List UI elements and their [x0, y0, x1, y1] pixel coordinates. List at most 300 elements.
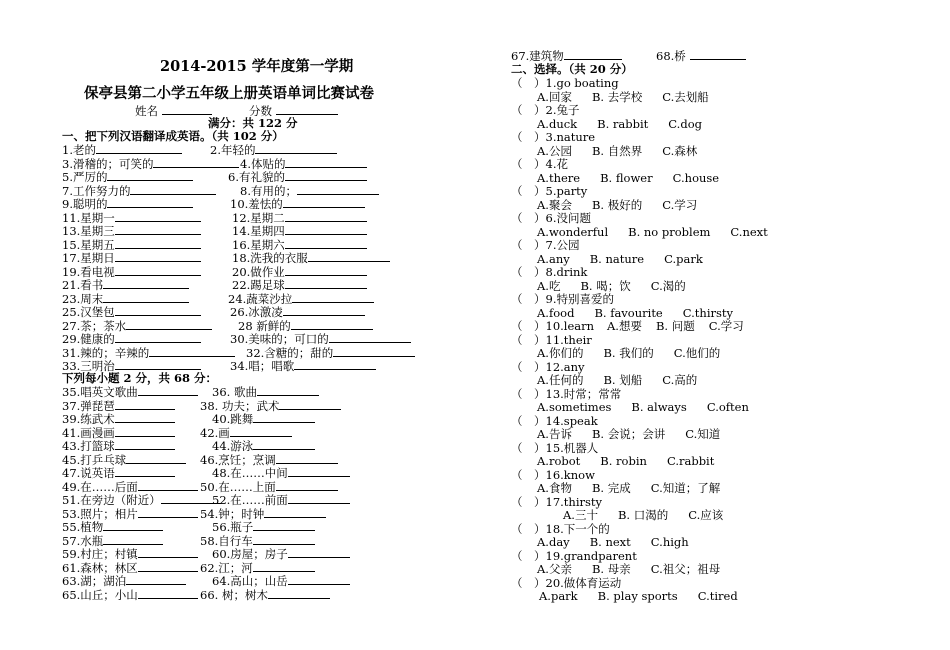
answer-blank[interactable] — [329, 332, 411, 343]
answer-blank[interactable] — [283, 305, 365, 316]
choice-question-text: 11.their — [545, 332, 592, 347]
answer-blank[interactable] — [690, 49, 746, 60]
answer-parentheses: （ ） — [511, 184, 546, 198]
question-item — [62, 265, 201, 279]
answer-blank[interactable] — [253, 520, 315, 531]
answer-blank[interactable] — [253, 412, 315, 423]
choice-option-a[interactable]: A.告诉 — [537, 427, 572, 441]
question-item — [240, 184, 379, 198]
question-item — [200, 588, 330, 602]
choice-option-c[interactable]: C.渴的 — [650, 278, 686, 293]
answer-parentheses: （ ） — [511, 494, 546, 509]
question-label: 49.在……后面 — [62, 479, 138, 494]
question-item — [230, 197, 365, 211]
choice-option-b[interactable]: B. 极好的 — [591, 197, 643, 212]
question-item — [200, 480, 338, 494]
choice-option-a[interactable]: A.食物 — [537, 481, 572, 495]
name-label: 姓名 — [135, 104, 158, 118]
answer-blank[interactable] — [115, 211, 201, 222]
question-item — [62, 534, 163, 548]
question-item — [62, 170, 193, 184]
question-label: 19.看电视 — [62, 264, 115, 279]
section3-heading: 二、选择。（共 20 分） — [511, 62, 633, 76]
answer-blank[interactable] — [264, 507, 326, 518]
question-item — [228, 170, 367, 184]
choice-option-c[interactable]: C.祖父；祖母 — [650, 562, 721, 576]
answer-blank[interactable] — [308, 251, 390, 262]
answer-blank[interactable] — [276, 480, 338, 491]
choice-option-b[interactable]: B. 我们的 — [603, 346, 654, 360]
choice-options — [537, 172, 739, 185]
choice-options — [537, 199, 717, 212]
answer-blank[interactable] — [285, 265, 367, 276]
question-item — [212, 520, 315, 534]
question-item — [210, 143, 337, 157]
answer-parentheses: （ ） — [511, 413, 546, 428]
choice-question — [511, 361, 585, 374]
question-label: 55.植物 — [62, 520, 104, 534]
choice-option-b[interactable]: B. play sports — [597, 589, 678, 603]
answer-blank[interactable] — [285, 278, 367, 289]
section2-heading: 下列每小题 2 分，共 68 分： — [62, 371, 218, 385]
answer-blank[interactable] — [268, 588, 330, 599]
answer-parentheses: （ ） — [511, 292, 546, 306]
choice-question — [511, 334, 592, 347]
choice-question — [511, 104, 579, 117]
question-item — [200, 561, 315, 575]
answer-parentheses: （ ） — [511, 103, 546, 117]
choice-option-c[interactable]: C.often — [706, 400, 749, 414]
question-label: 1.老的 — [62, 143, 96, 157]
answer-blank[interactable] — [138, 588, 198, 599]
choice-option-a[interactable]: A.父亲 — [537, 562, 572, 576]
choice-options — [539, 590, 758, 603]
choice-question-text: 13.时常；常常 — [545, 386, 622, 401]
answer-blank[interactable] — [115, 332, 201, 343]
question-label: 36. 歌曲 — [212, 385, 257, 399]
answer-blank[interactable] — [103, 534, 163, 545]
choice-question — [511, 158, 568, 171]
choice-question-text: 17.thirsty — [545, 494, 603, 509]
choice-question-text: 8.drink — [545, 265, 588, 279]
item-68 — [656, 49, 746, 63]
choice-question — [511, 77, 619, 90]
answer-parentheses: （ ） — [511, 332, 546, 347]
choice-options — [537, 428, 740, 441]
choice-question-text: 5.party — [545, 184, 588, 198]
question-item — [62, 480, 198, 494]
answer-parentheses: （ ） — [511, 467, 546, 482]
choice-option-c[interactable]: C.他们的 — [673, 346, 721, 360]
choice-question-text: 16.know — [545, 467, 595, 482]
question-item — [62, 588, 198, 602]
question-item — [62, 412, 175, 426]
answer-blank[interactable] — [294, 359, 376, 370]
choice-options — [537, 91, 729, 104]
answer-blank[interactable] — [138, 385, 198, 396]
choice-option-c[interactable]: C.next — [730, 224, 768, 239]
answer-parentheses: （ ） — [511, 238, 546, 252]
question-label: 50.在……上面 — [200, 479, 276, 494]
answer-blank[interactable] — [292, 292, 374, 303]
choice-option-b[interactable]: B. flower — [600, 170, 653, 185]
choice-option-a[interactable]: A.任何的 — [537, 373, 584, 387]
answer-blank[interactable] — [253, 534, 315, 545]
answer-blank[interactable] — [253, 439, 315, 450]
choice-option-b[interactable]: B. 划船 — [603, 373, 643, 387]
choice-option-b[interactable]: B. no problem — [628, 224, 711, 239]
question-label: 48.在……中间 — [212, 466, 288, 480]
choice-question — [511, 496, 602, 509]
question-item — [200, 399, 341, 413]
question-label: 7.工作努力的 — [62, 183, 131, 198]
answer-blank[interactable] — [149, 346, 235, 357]
question-item — [62, 439, 175, 453]
choice-options — [537, 307, 753, 320]
choice-question — [511, 415, 598, 428]
answer-parentheses: （ ） — [511, 211, 546, 225]
choice-question — [511, 550, 637, 563]
choice-question — [511, 131, 595, 144]
section1-heading: 一、把下列汉语翻译成英语。（共 102 分） — [62, 129, 284, 143]
choice-options — [537, 455, 734, 468]
question-item — [62, 278, 189, 292]
answer-blank[interactable] — [333, 346, 415, 357]
answer-blank[interactable] — [126, 453, 186, 464]
choice-question-text: 7.公园 — [545, 238, 580, 252]
choice-question — [511, 185, 587, 198]
answer-blank[interactable] — [138, 547, 198, 558]
question-item — [200, 507, 326, 521]
question-label: 47.说英语 — [62, 466, 115, 480]
question-item — [240, 157, 367, 171]
question-label: 42.画 — [200, 425, 230, 440]
choice-question — [511, 266, 587, 279]
choice-question — [511, 212, 591, 225]
choice-question-text: 6.没问题 — [545, 211, 591, 225]
question-item — [62, 507, 198, 521]
answer-blank[interactable] — [115, 399, 175, 410]
answer-blank[interactable] — [153, 157, 239, 168]
choice-option-b[interactable]: B. nature — [589, 251, 645, 266]
question-label: 29.健康的 — [62, 332, 115, 346]
choice-option-a[interactable]: A.想要 — [607, 319, 642, 333]
answer-blank[interactable] — [276, 453, 338, 464]
question-item — [212, 574, 350, 588]
choice-option-b[interactable]: B. 口渴的 — [617, 508, 669, 522]
question-label: 26.冰激凌 — [230, 305, 283, 319]
answer-blank[interactable] — [285, 238, 367, 249]
answer-blank[interactable] — [138, 480, 198, 491]
answer-blank[interactable] — [288, 466, 350, 477]
answer-blank[interactable] — [255, 143, 337, 154]
name-blank[interactable] — [162, 104, 212, 115]
question-item — [62, 319, 212, 333]
item-67-label: 67.建筑物 — [511, 49, 564, 63]
choice-option-c[interactable]: C.知道 — [685, 427, 721, 441]
answer-blank[interactable] — [291, 319, 373, 330]
choice-option-b[interactable]: B. robin — [600, 454, 647, 468]
answer-blank[interactable] — [107, 170, 193, 181]
question-label: 56.瓶子 — [212, 520, 254, 534]
question-label: 8.有用的； — [240, 183, 297, 198]
choice-option-a[interactable]: A.there — [537, 170, 581, 185]
choice-option-b[interactable]: B. rabbit — [597, 116, 649, 131]
choice-options — [537, 563, 740, 576]
score-label: 分数 — [248, 104, 272, 118]
question-item — [62, 520, 163, 534]
choice-option-a[interactable]: A.day — [537, 535, 570, 549]
choice-question-text: 3.nature — [545, 130, 596, 144]
choice-option-b[interactable]: B. 问题 — [655, 319, 695, 333]
question-label: 9.聪明的 — [62, 197, 108, 211]
question-item — [232, 211, 367, 225]
answer-blank[interactable] — [279, 399, 341, 410]
answer-parentheses: （ ） — [511, 575, 546, 590]
choice-option-b[interactable]: B. 完成 — [591, 481, 631, 495]
choice-option-a[interactable]: A.聚会 — [537, 197, 572, 212]
answer-blank[interactable] — [115, 466, 175, 477]
choice-question — [511, 320, 594, 333]
choice-option-a[interactable]: A.公园 — [537, 143, 572, 158]
answer-blank[interactable] — [115, 439, 175, 450]
choice-options — [537, 536, 709, 549]
answer-blank[interactable] — [285, 157, 367, 168]
choice-option-a[interactable]: A.food — [537, 305, 575, 320]
choice-option-b[interactable]: B. next — [589, 535, 631, 549]
answer-blank[interactable] — [115, 426, 175, 437]
question-item — [62, 211, 201, 225]
question-label: 66. 树；树木 — [200, 587, 268, 602]
choice-option-a[interactable]: A.你们的 — [537, 346, 584, 360]
answer-parentheses: （ ） — [511, 265, 546, 279]
answer-parentheses: （ ） — [511, 548, 546, 563]
question-label: 20.做作业 — [232, 264, 285, 279]
choice-option-a[interactable]: A.吃 — [537, 278, 561, 293]
choice-option-b[interactable]: B. always — [631, 400, 687, 414]
answer-blank[interactable] — [115, 412, 175, 423]
choice-option-b[interactable]: B. 会说；会讲 — [591, 427, 666, 441]
choice-question — [511, 442, 598, 455]
item-68-label: 68.桥 — [656, 49, 686, 63]
question-label: 17.星期日 — [62, 251, 115, 265]
question-item — [62, 385, 198, 399]
choice-question — [511, 388, 621, 401]
choice-option-a[interactable]: A.wonderful — [537, 224, 609, 239]
question-item — [62, 305, 201, 319]
exam-year-title: 2014-2015 学年度第一学期 — [160, 58, 354, 75]
question-item — [230, 332, 411, 346]
question-item — [62, 574, 186, 588]
item-67 — [511, 49, 622, 63]
question-label: 60.房屋；房子 — [212, 547, 288, 561]
question-item — [200, 453, 338, 467]
choice-option-b[interactable]: B. 喝；饮 — [580, 278, 631, 293]
answer-blank[interactable] — [230, 426, 292, 437]
answer-blank[interactable] — [285, 170, 367, 181]
question-item — [62, 332, 201, 346]
answer-blank[interactable] — [564, 49, 622, 60]
question-item — [62, 184, 216, 198]
choice-option-c[interactable]: C.学习 — [662, 197, 698, 212]
question-label: 59.村庄；村镇 — [62, 547, 138, 561]
choice-option-c[interactable]: C.森林 — [662, 143, 698, 158]
choice-option-c[interactable]: C.park — [664, 251, 703, 266]
question-label: 40.跳舞 — [212, 412, 254, 426]
question-item — [232, 265, 367, 279]
choice-option-c[interactable]: C.高的 — [662, 373, 698, 387]
choice-option-c[interactable]: C.应该 — [688, 508, 724, 522]
answer-blank[interactable] — [103, 520, 163, 531]
choice-option-a[interactable]: A.三十 — [563, 508, 598, 522]
question-item — [62, 561, 198, 575]
question-item — [232, 278, 367, 292]
choice-option-c[interactable]: C.知道；了解 — [650, 481, 721, 495]
question-label: 30.美味的；可口的 — [230, 332, 329, 346]
question-label: 12.星期二 — [232, 210, 285, 225]
answer-blank[interactable] — [288, 547, 350, 558]
choice-question-text: 4.花 — [545, 157, 568, 171]
answer-blank[interactable] — [115, 265, 201, 276]
answer-parentheses: （ ） — [511, 130, 546, 144]
question-item — [232, 238, 367, 252]
answer-blank[interactable] — [115, 224, 201, 235]
answer-blank[interactable] — [115, 359, 201, 370]
answer-blank[interactable] — [115, 251, 201, 262]
question-label: 4.体贴的 — [240, 156, 286, 171]
answer-blank[interactable] — [103, 292, 189, 303]
question-label: 6.有礼貌的 — [228, 170, 285, 184]
answer-blank[interactable] — [126, 319, 212, 330]
choice-option-c[interactable]: C.rabbit — [666, 454, 715, 468]
choice-options — [537, 226, 788, 239]
answer-parentheses: （ ） — [511, 359, 546, 374]
answer-blank[interactable] — [130, 184, 216, 195]
question-item — [62, 238, 201, 252]
question-label: 25.汉堡包 — [62, 305, 115, 319]
choice-option-a[interactable]: A.park — [539, 589, 578, 603]
exam-title: 保亭县第二小学五年级上册英语单词比赛试卷 — [84, 85, 374, 102]
answer-blank[interactable] — [96, 143, 182, 154]
choice-option-a[interactable]: A.回家 — [537, 89, 572, 104]
answer-parentheses: （ ） — [511, 319, 546, 333]
question-item — [62, 346, 235, 360]
answer-blank[interactable] — [253, 561, 315, 572]
answer-blank[interactable] — [297, 184, 379, 195]
choice-options — [537, 401, 769, 414]
question-item — [212, 385, 319, 399]
question-label: 43.打篮球 — [62, 439, 115, 453]
answer-blank[interactable] — [107, 197, 193, 208]
choice-option-a[interactable]: A.duck — [537, 116, 578, 131]
choice-options — [537, 280, 706, 293]
question-label: 24.蔬菜沙拉 — [228, 291, 293, 306]
answer-blank[interactable] — [115, 305, 201, 316]
answer-blank[interactable] — [283, 197, 365, 208]
question-item — [62, 292, 189, 306]
question-item — [230, 305, 365, 319]
question-label: 52.在……前面 — [212, 493, 288, 507]
question-label: 37.弹琵琶 — [62, 398, 115, 413]
answer-blank[interactable] — [138, 507, 198, 518]
question-item — [230, 359, 376, 373]
choice-option-a[interactable]: A.any — [537, 251, 570, 266]
choice-option-c[interactable]: C.学习 — [708, 319, 744, 333]
choice-option-c[interactable]: C.high — [650, 535, 689, 549]
question-label: 39.练武术 — [62, 412, 115, 426]
answer-blank[interactable] — [285, 211, 367, 222]
choice-option-c[interactable]: C.house — [672, 170, 720, 185]
choice-option-c[interactable]: C.dog — [668, 116, 702, 131]
choice-question — [511, 239, 579, 252]
question-label: 62.江；河 — [200, 560, 253, 575]
choice-option-c[interactable]: C.去划船 — [662, 89, 709, 104]
answer-parentheses: （ ） — [511, 440, 546, 455]
choice-question-text: 18.下一个的 — [545, 521, 610, 536]
answer-blank[interactable] — [138, 561, 198, 572]
question-item — [62, 493, 221, 507]
question-label: 16.星期六 — [232, 237, 285, 252]
choice-question — [511, 293, 614, 306]
question-label: 64.高山；山岳 — [212, 574, 288, 588]
answer-blank[interactable] — [257, 385, 319, 396]
question-label: 53.照片；相片 — [62, 506, 138, 521]
question-label: 58.自行车 — [200, 533, 253, 548]
choice-option-b[interactable]: B. 自然界 — [591, 143, 643, 158]
score-blank[interactable] — [276, 104, 338, 115]
choice-option-c[interactable]: C.thirsty — [682, 305, 734, 320]
question-item — [212, 439, 315, 453]
question-label: 21.看书 — [62, 278, 104, 292]
question-item — [212, 493, 350, 507]
question-label: 5.严厉的 — [62, 170, 108, 184]
choice-options — [537, 482, 740, 495]
question-item — [62, 157, 239, 171]
choice-options — [537, 253, 723, 266]
question-label: 32.含糖的；甜的 — [246, 345, 334, 360]
choice-options — [537, 145, 717, 158]
choice-option-b[interactable]: B. favourite — [594, 305, 663, 320]
question-label: 46.烹饪；烹调 — [200, 452, 276, 467]
question-item — [62, 547, 198, 561]
choice-option-c[interactable]: C.tired — [697, 589, 738, 603]
answer-blank[interactable] — [115, 238, 201, 249]
answer-blank[interactable] — [103, 278, 189, 289]
question-label: 41.画漫画 — [62, 425, 115, 440]
answer-parentheses: （ ） — [511, 157, 546, 171]
question-item — [62, 143, 182, 157]
question-item — [62, 399, 175, 413]
choice-option-a[interactable]: A.robot — [537, 454, 581, 468]
question-item — [62, 197, 193, 211]
answer-blank[interactable] — [285, 224, 367, 235]
choice-question-text: 12.any — [545, 359, 585, 374]
choice-question — [511, 523, 610, 536]
choice-options — [607, 320, 758, 333]
answer-blank[interactable] — [126, 574, 186, 585]
answer-blank[interactable] — [288, 493, 350, 504]
answer-blank[interactable] — [288, 574, 350, 585]
choice-option-b[interactable]: B. 母亲 — [591, 562, 631, 576]
choice-option-b[interactable]: B. 去学校 — [591, 89, 643, 104]
choice-options — [537, 347, 740, 360]
question-label: 38. 功夫；武术 — [200, 398, 280, 413]
question-item — [232, 251, 390, 265]
question-label: 22.踢足球 — [232, 278, 285, 292]
question-label: 57.水瓶 — [62, 533, 104, 548]
choice-option-a[interactable]: A.sometimes — [537, 400, 612, 414]
choice-question — [511, 577, 621, 590]
